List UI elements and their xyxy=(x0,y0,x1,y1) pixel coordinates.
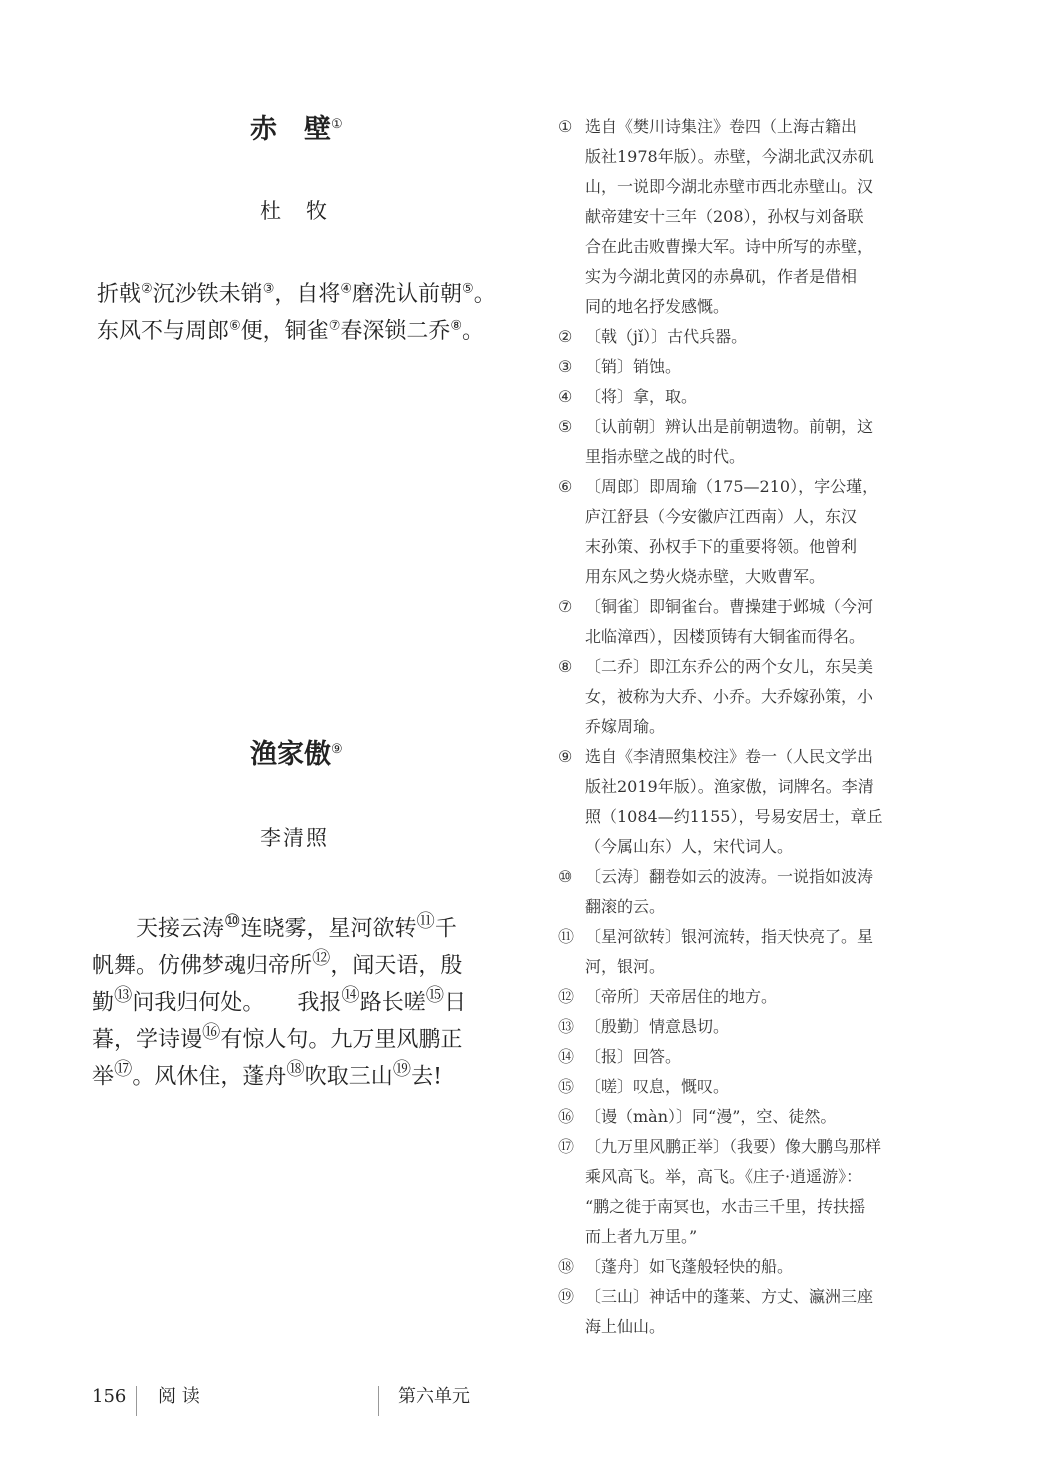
footnote-line: 〔二乔〕即江东乔公的两个女儿，东吴美 xyxy=(585,657,874,676)
footnote-text xyxy=(585,472,918,592)
poem-text: 千 xyxy=(434,916,457,942)
footnote-number: ⑥ xyxy=(558,477,573,496)
footnote-number: ⑪ xyxy=(558,927,575,946)
footnote-marker: ⑦ xyxy=(328,318,341,334)
poem-text: 便，铜雀 xyxy=(240,319,329,344)
footnote-text xyxy=(585,1042,918,1072)
footnote-line: 〔殷勤〕情意恳切。 xyxy=(585,1017,730,1036)
footnote-text xyxy=(585,112,918,322)
footnote-number: ⑤ xyxy=(558,417,573,436)
footnote-line: 选自《李清照集校注》卷一（人民文学出 xyxy=(585,747,874,766)
footnote-marker: ④ xyxy=(340,281,353,297)
footnote-number: ⑦ xyxy=(558,597,573,616)
footnote-number: ⑮ xyxy=(558,1077,575,1096)
page-number: 156 xyxy=(92,1386,127,1407)
poem-text: 折戟 xyxy=(97,282,142,307)
footnote-text xyxy=(585,862,918,922)
footnote-line: 〔九万里风鹏正举〕（我要）像大鹏鸟那样 xyxy=(585,1137,882,1156)
footnote-item xyxy=(558,862,918,922)
footnote-line: 〔三山〕神话中的蓬莱、方丈、瀛洲三座 xyxy=(585,1287,874,1306)
footnote-text xyxy=(585,1102,918,1132)
footnote-line: 〔蓬舟〕如飞蓬般轻快的船。 xyxy=(585,1257,794,1276)
footnote-text xyxy=(585,1072,918,1102)
footnote-text xyxy=(585,382,918,412)
poem-text: 。风休住，蓬舟 xyxy=(132,1064,287,1090)
footnote-line: （今属山东）人，宋代词人。 xyxy=(585,837,794,856)
poem1-body xyxy=(97,276,496,350)
footnote-text xyxy=(585,412,918,472)
poem-text: 暮，学诗谩 xyxy=(92,1027,203,1053)
footnotes-column xyxy=(558,112,918,1342)
footnote-item xyxy=(558,652,918,742)
footnote-line: 选自《樊川诗集注》卷四（上海古籍出 xyxy=(585,117,858,136)
footnote-item xyxy=(558,1102,918,1132)
footnote-line: 〔谩（màn）〕同“漫”，空、徒然。 xyxy=(585,1107,837,1126)
footnote-marker: ⑬ xyxy=(114,985,133,1006)
footnote-item xyxy=(558,1072,918,1102)
footnote-line: “鹏之徙于南冥也，水击三千里，抟扶摇 xyxy=(585,1197,866,1216)
poem-text: 天接云涛 xyxy=(92,916,225,942)
footer-divider xyxy=(378,1386,379,1416)
footnote-item xyxy=(558,1252,918,1282)
footnote-text xyxy=(585,652,918,742)
poem-text: 东风不与周郎 xyxy=(97,319,230,344)
poem-text: 问我归何处。 我报 xyxy=(132,990,342,1016)
footnote-item xyxy=(558,922,918,982)
footnote-item xyxy=(558,592,918,652)
poem2-line xyxy=(92,1014,524,1051)
poem1-line xyxy=(97,313,496,350)
poem-text: 去! xyxy=(411,1064,442,1090)
footnote-number: ⑬ xyxy=(558,1017,575,1036)
unit-label: 第六单元 xyxy=(398,1386,470,1407)
footnote-marker: ⑯ xyxy=(202,1022,221,1043)
footnote-line: 版社2019年版）。渔家傲，词牌名。李清 xyxy=(585,777,874,796)
footnote-line: 〔星河欲转〕银河流转，指天快亮了。星 xyxy=(585,927,874,946)
footnote-line: 河，银河。 xyxy=(585,957,666,976)
poem-text: 日 xyxy=(444,990,467,1016)
poem-text: ，自将 xyxy=(274,282,341,307)
footnote-line: 〔报〕回答。 xyxy=(585,1047,682,1066)
footnote-line: 〔戟（jǐ）〕古代兵器。 xyxy=(585,327,748,346)
footnote-line: 用东风之势火烧赤壁，大败曹军。 xyxy=(585,567,826,586)
footnote-item xyxy=(558,1042,918,1072)
footnote-marker: ① xyxy=(331,117,343,132)
footnote-line: 〔帝所〕天帝居住的地方。 xyxy=(585,987,778,1006)
footnote-line: 北临漳西），因楼顶铸有大铜雀而得名。 xyxy=(585,627,866,646)
footnote-text xyxy=(585,1252,918,1282)
footnote-number: ⑯ xyxy=(558,1107,575,1126)
footnote-line: 乔嫁周瑜。 xyxy=(585,717,666,736)
poem1-title: 赤 壁① xyxy=(250,114,343,145)
footnote-number: ② xyxy=(558,327,573,346)
poem2-line xyxy=(92,1051,524,1088)
footnote-marker: ⑰ xyxy=(114,1059,133,1080)
footnote-line: 〔周郎〕即周瑜（175—210），字公瑾， xyxy=(585,477,879,496)
poem-text: 吹取三山 xyxy=(304,1064,393,1090)
footnote-line: 而上者九万里。” xyxy=(585,1227,698,1246)
poem-text: 。 xyxy=(473,282,496,307)
footnote-text xyxy=(585,922,918,982)
footnote-marker: ⑤ xyxy=(462,281,474,297)
poem2-line xyxy=(92,977,524,1014)
footnote-item xyxy=(558,112,918,322)
footnote-number: ⑭ xyxy=(558,1047,575,1066)
poem2-author: 李清照 xyxy=(260,826,329,850)
footnote-number: ⑩ xyxy=(558,867,573,886)
footnote-text xyxy=(585,1132,918,1252)
poem-text: 沉沙铁未销 xyxy=(152,282,263,307)
poem-text: 有惊人句。九万里风鹏正 xyxy=(220,1027,463,1053)
footnote-line: 里指赤壁之战的时代。 xyxy=(585,447,746,466)
footnote-item xyxy=(558,1012,918,1042)
footnote-line: 献帝建安十三年（208），孙权与刘备联 xyxy=(585,207,864,226)
poem1-author: 杜 牧 xyxy=(260,199,329,223)
footnote-number: ⑱ xyxy=(558,1257,575,1276)
poem2-body xyxy=(92,903,524,1088)
footnote-marker: ② xyxy=(141,281,153,297)
footnote-text xyxy=(585,592,918,652)
footnote-item xyxy=(558,472,918,592)
footnote-line: 合在此击败曹操大军。诗中所写的赤壁， xyxy=(585,237,874,256)
footnote-number: ③ xyxy=(558,357,573,376)
footnote-number: ④ xyxy=(558,387,573,406)
footnote-marker: ⑪ xyxy=(416,911,435,932)
footnote-line: 〔铜雀〕即铜雀台。曹操建于邺城（今河 xyxy=(585,597,874,616)
footnote-marker: ⑨ xyxy=(331,742,343,757)
poem-text: 磨洗认前朝 xyxy=(352,282,463,307)
footnote-line: 版社1978年版）。赤壁，今湖北武汉赤矶 xyxy=(585,147,874,166)
footnote-marker: ⑩ xyxy=(224,911,241,932)
footnote-text xyxy=(585,352,918,382)
footnote-text xyxy=(585,982,918,1012)
footnote-item xyxy=(558,382,918,412)
poem1-line xyxy=(97,276,496,313)
footnote-text xyxy=(585,322,918,352)
footnote-line: 〔将〕拿，取。 xyxy=(585,387,698,406)
poem2-line xyxy=(92,903,524,940)
footnote-line: 〔认前朝〕辨认出是前朝遗物。前朝，这 xyxy=(585,417,874,436)
footnote-line: 海上仙山。 xyxy=(585,1317,666,1336)
section-label: 阅 读 xyxy=(158,1386,200,1407)
footnote-marker: ⑭ xyxy=(341,985,360,1006)
poem-text: 。 xyxy=(462,319,485,344)
poem-text: 帆舞。仿佛梦魂归帝所 xyxy=(92,953,313,979)
footnote-line: 乘风高飞。举，高飞。《庄子·逍遥游》： xyxy=(585,1167,863,1186)
footnote-line: 照（1084—约1155），号易安居士，章丘 xyxy=(585,807,883,826)
footnote-item xyxy=(558,412,918,472)
footnote-marker: ⑱ xyxy=(286,1059,305,1080)
footnote-item xyxy=(558,1132,918,1252)
footnote-number: ⑫ xyxy=(558,987,575,1006)
footnote-line: 末孙策、孙权手下的重要将领。他曾利 xyxy=(585,537,858,556)
footnote-line: 实为今湖北黄冈的赤鼻矶，作者是借相 xyxy=(585,267,858,286)
footnote-line: 山，一说即今湖北赤壁市西北赤壁山。汉 xyxy=(585,177,874,196)
footnote-number: ⑧ xyxy=(558,657,573,676)
footnote-text xyxy=(585,1012,918,1042)
footnote-number: ① xyxy=(558,117,573,136)
footnote-marker: ③ xyxy=(262,281,275,297)
footnote-line: 女，被称为大乔、小乔。大乔嫁孙策，小 xyxy=(585,687,874,706)
footnote-item xyxy=(558,322,918,352)
poem-text: 路长嗟 xyxy=(359,990,426,1016)
footnote-line: 〔嗟〕叹息，慨叹。 xyxy=(585,1077,730,1096)
poem2-line xyxy=(92,940,524,977)
footnote-marker: ⑥ xyxy=(229,318,241,334)
footnote-item xyxy=(558,1282,918,1342)
footnote-marker: ⑧ xyxy=(450,318,463,334)
footnote-line: 同的地名抒发感慨。 xyxy=(585,297,730,316)
footnote-marker: ⑫ xyxy=(312,948,331,969)
footnote-marker: ⑮ xyxy=(425,985,445,1006)
poem-text: 举 xyxy=(92,1064,115,1090)
footnote-number: ⑲ xyxy=(558,1287,575,1306)
footnote-marker: ⑲ xyxy=(392,1059,412,1080)
footnote-line: 〔销〕销蚀。 xyxy=(585,357,682,376)
poem-text: 勤 xyxy=(92,990,115,1016)
poem2-title: 渔家傲⑨ xyxy=(250,739,343,770)
poem-text: 连晓雾，星河欲转 xyxy=(240,916,417,942)
footnote-line: 〔云涛〕翻卷如云的波涛。一说指如波涛 xyxy=(585,867,874,886)
footnote-item xyxy=(558,352,918,382)
footnote-text xyxy=(585,1282,918,1342)
footnote-text xyxy=(585,742,918,862)
footnote-number: ⑨ xyxy=(558,747,573,766)
footer-divider xyxy=(136,1386,137,1416)
poem-text: ，闻天语，殷 xyxy=(330,953,463,979)
footnote-item xyxy=(558,982,918,1012)
footnote-number: ⑰ xyxy=(558,1137,575,1156)
poem-text: 春深锁二乔 xyxy=(340,319,451,344)
footnote-item xyxy=(558,742,918,862)
footnote-line: 翻滚的云。 xyxy=(585,897,666,916)
footnote-line: 庐江舒县（今安徽庐江西南）人，东汉 xyxy=(585,507,858,526)
